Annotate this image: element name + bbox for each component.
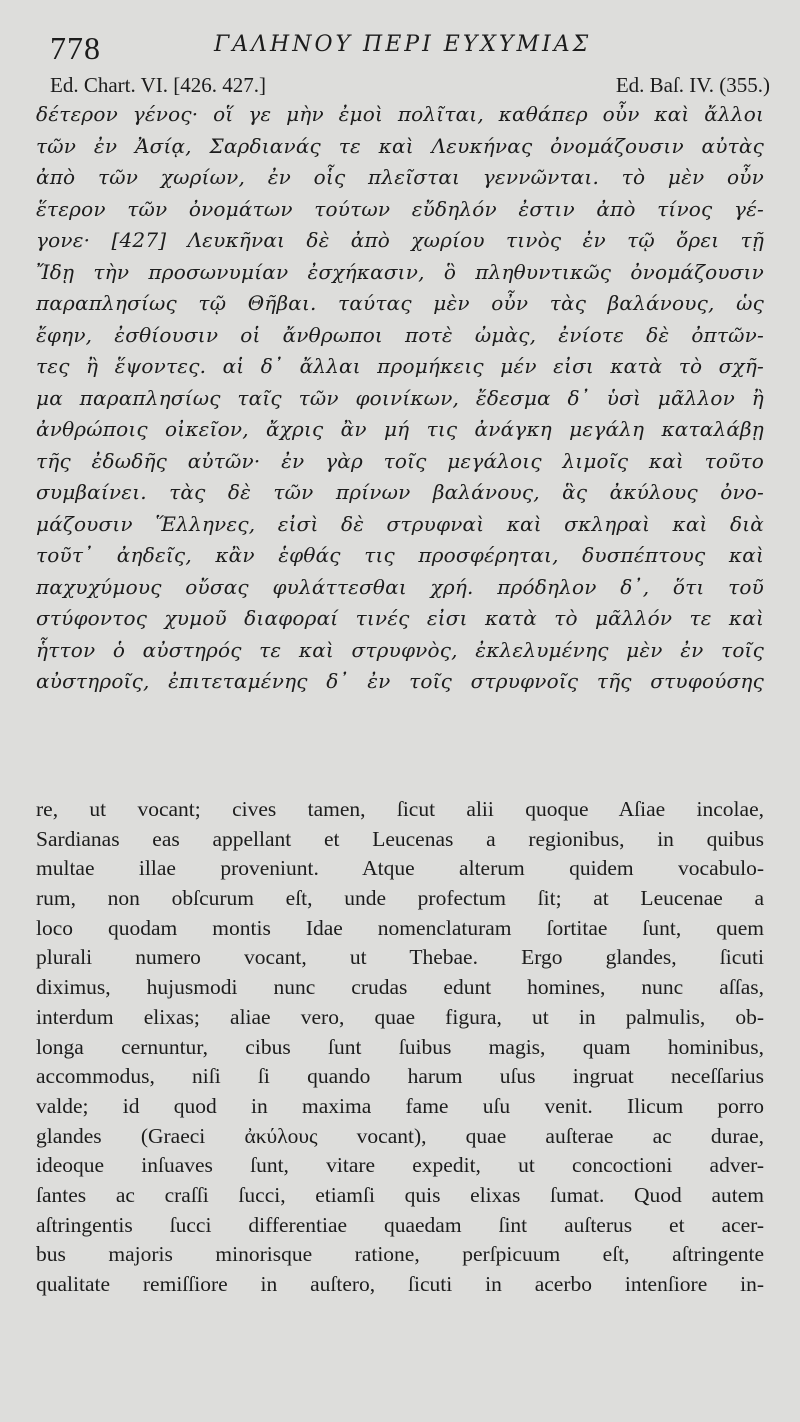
latin-text-line: multae illae proveniunt. Atque alterum quidem vocabulo- [36,856,764,881]
greek-text-line: ἕτερον τῶν ὀνομάτων τούτων εὔδηλόν ἐστιν ἀπὸ τίνος γέ- [36,196,764,221]
greek-text-line: τοῦτ᾽ ἀηδεῖς, κἂν ἑφθάς τις προσφέρηται, δυσπέπτους καὶ [36,543,764,567]
latin-text-line: bus majoris minorisque ratione, perſpicuum eſt, aſtringente [36,1242,764,1267]
greek-text-line: δέτερον γένος· οἵ γε μὴν ἐμοὶ πολῖται, καθάπερ οὖν καὶ ἄλλοι [36,102,764,126]
greek-text-line: ἔφην, ἐσθίουσιν οἱ ἄνθρωποι ποτὲ ὠμὰς, ἐνίοτε δὲ ὀπτῶν- [36,322,764,347]
edition-basel-reference: Ed. Baſ. IV. (355.) [615,73,770,97]
latin-text-block [36,795,764,1300]
page-number: 778 [50,30,101,66]
latin-text-line: qualitate remiſſiore in auſtero, ſicuti in acerbo intenſiore in- [36,1272,764,1296]
edition-reference-line [50,72,770,100]
latin-text-line: loco quodam montis Idae nomenclaturam ſortitae ſunt, quem [36,915,764,940]
latin-text-line: valde; id quod in maxima fame uſu venit. Ilicum porro [36,1093,764,1118]
greek-text-line: αὐστηροῖς, ἐπιτεταμένης δ᾽ ἐν τοῖς στρυφνοῖς τῆς στυφούσης [36,669,764,693]
latin-text-line: accommodus, niſi ſi quando harum uſus ingruat neceſſarius [36,1064,764,1089]
greek-text-block [36,99,764,698]
latin-text-line: ſantes ac craſſi ſucci, etiamſi quis elixas ſumat. Quod autem [36,1182,764,1207]
greek-text-line: ἀνθρώποις οἰκεῖον, ἄχρις ἂν μή τις ἀνάγκη μεγάλη καταλάβῃ [36,417,764,441]
latin-text-line: re, ut vocant; cives tamen, ſicut alii quoque Aſiae incolae, [36,797,764,821]
greek-text-line: ἧττον ὁ αὐστηρός τε καὶ στρυφνὸς, ἐκλελυμένης μὲν ἐν τοῖς [36,637,764,662]
latin-text-line: plurali numero vocant, ut Thebae. Ergo glandes, ſicuti [36,945,764,970]
greek-text-line: μάζουσιν Ἕλληνες, εἰσὶ δὲ στρυφναὶ καὶ σκληραὶ καὶ διὰ [36,511,764,536]
latin-text-line: rum, non obſcurum eſt, unde profectum ſit; at Leucenae a [36,886,764,911]
running-title: ΓΑΛΗΝΟΥ ΠΕΡΙ ΕΥΧΥΜΙΑΣ [214,32,592,57]
greek-text-line: Ἴδῃ τὴν προσωνυμίαν ἐσχήκασιν, ὃ πληθυντικῶς ὀνομάζουσιν [36,259,764,284]
greek-text-line: συμβαίνει. τὰς δὲ τῶν πρίνων βαλάνους, ἃς ἀκύλους ὀνο- [36,480,764,504]
edition-chart-reference: Ed. Chart. VI. [426. 427.] [50,73,266,97]
latin-text-line: longa cernuntur, cibus ſunt ſuibus magis, quam hominibus, [36,1034,764,1059]
latin-text-line: interdum elixas; aliae vero, quae figura, ut in palmulis, ob- [36,1004,764,1029]
latin-text-line: ideoque inſuaves ſunt, vitare expedit, ut concoctioni adver- [36,1153,764,1178]
greek-text-line: παραπλησίως τῷ Θῆβαι. ταύτας μὲν οὖν τὰς βαλάνους, ὡς [36,291,764,315]
greek-text-line: τες ἢ ἕψοντες. αἱ δ᾽ ἄλλαι προμήκεις μέν εἰσι κατὰ τὸ σχῆ- [36,354,764,378]
running-head [44,28,774,64]
greek-text-line: τῶν ἐν Ἀσίᾳ, Σαρδιανάς τε καὶ Λευκήνας ὀνομάζουσιν αὐτὰς [36,133,764,158]
greek-text-line: τῆς ἐδωδῆς αὐτῶν· ἐν γὰρ τοῖς μεγάλοις λιμοῖς καὶ τοῦτο [36,448,764,473]
greek-text-line: μα παραπλησίως ταῖς τῶν φοινίκων, ἔδεσμα δ᾽ ὑσὶ μᾶλλον ἢ [36,385,764,410]
latin-text-line: glandes (Graeci ἀκύλους vocant), quae auſterae ac durae, [36,1123,764,1148]
greek-text-line: στύφοντος χυμοῦ διαφοραί τινές εἰσι κατὰ τὸ μᾶλλόν τε καὶ [36,606,764,630]
greek-text-line: γονε· [427] Λευκῆναι δὲ ἀπὸ χωρίου τινὸς ἐν τῷ ὄρει τῇ [36,228,764,252]
latin-text-line: diximus, hujusmodi nunc crudas edunt homines, nunc aſſas, [36,975,764,1000]
greek-text-line: ἀπὸ τῶν χωρίων, ἐν οἷς πλεῖσται γεννῶνται. τὸ μὲν οὖν [36,165,764,189]
greek-text-line: παχυχύμους οὔσας φυλάττεσθαι χρή. πρόδηλον δ᾽, ὅτι τοῦ [36,574,764,599]
latin-text-line: aſtringentis ſucci differentiae quaedam ſint auſterus et acer- [36,1212,764,1237]
latin-text-line: Sardianas eas appellant et Leucenas a regionibus, in quibus [36,826,764,851]
